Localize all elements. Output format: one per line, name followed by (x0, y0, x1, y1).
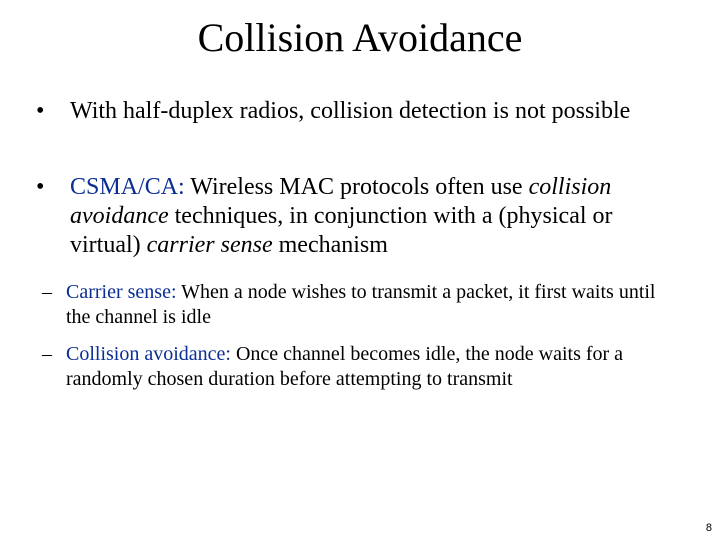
sub-bullet-marker: – (42, 281, 52, 303)
emphasis-carrier-sense: carrier sense (146, 232, 273, 258)
sub-bullet-marker: – (42, 343, 52, 365)
sub-bullet-collision-avoidance (42, 342, 662, 392)
term-carrier-sense: Carrier sense: (66, 281, 177, 303)
slide-title: Collision Avoidance (197, 15, 523, 60)
term-collision-avoidance: Collision avoidance: (66, 343, 231, 365)
emphasis-collision-avoidance: collision avoidance (70, 174, 612, 229)
bullet-text: With half-duplex radios, collision detection is not possible (70, 98, 631, 124)
bullet-half-duplex (36, 97, 676, 126)
term-csma-ca: CSMA/CA: (70, 174, 185, 200)
sub-bullet-text: When a node wishes to transmit a packet, it first waits until the channel is idle (66, 281, 656, 328)
bullet-csma-ca (36, 173, 676, 260)
bullet-marker: • (36, 98, 45, 124)
bullet-text-part: Wireless MAC protocols often use (184, 174, 529, 200)
sub-bullet-text: Once channel becomes idle, the node waits for a randomly chosen duration before attempting to transmit (66, 343, 624, 390)
bullet-marker: • (36, 174, 45, 200)
page-number: 8 (705, 522, 712, 534)
bullet-text-part: techniques, in conjunction with a (physical or virtual) (70, 203, 613, 258)
bullet-text-part: mechanism (272, 232, 388, 258)
sub-bullet-carrier-sense (42, 280, 662, 330)
